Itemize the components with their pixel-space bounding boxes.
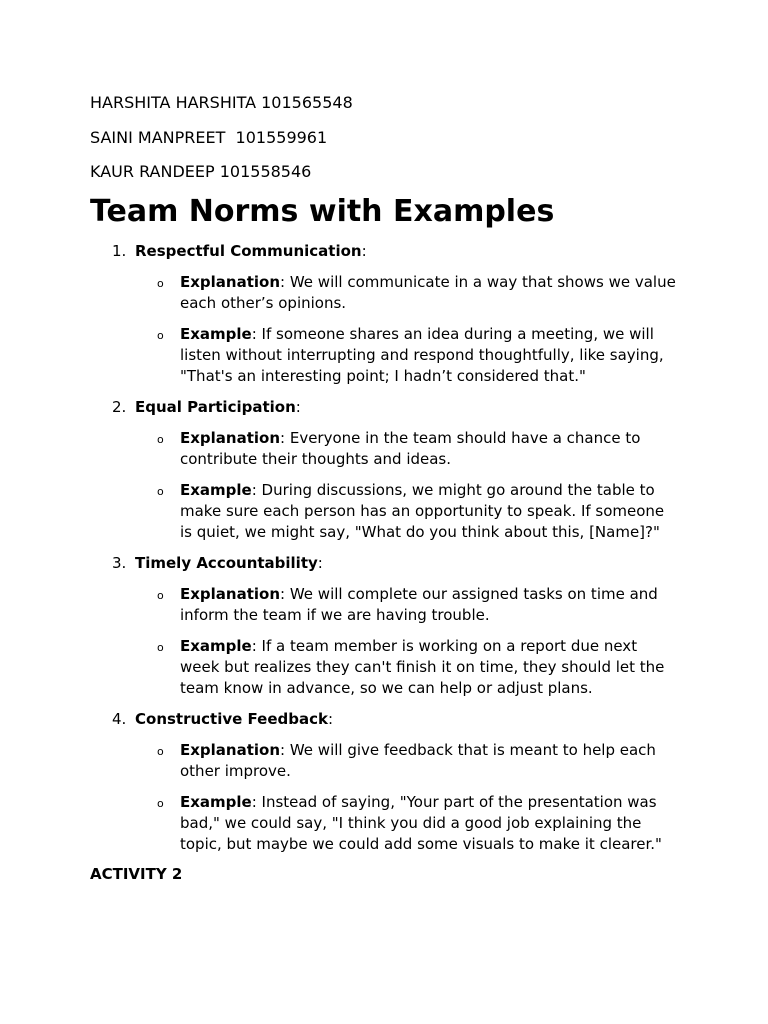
example-text: : If a team member is working on a report due next week but realizes they can't finish it on time, they should let the team know in advance, so we can help or adjust plans. <box>180 636 665 697</box>
explanation-label: Explanation <box>180 428 281 447</box>
norm-colon: : <box>361 241 367 260</box>
norm-item-2 <box>90 397 690 543</box>
norm-title: Respectful Communication <box>135 241 362 260</box>
circle-bullet-icon: o <box>157 796 164 810</box>
example-label: Example <box>180 324 252 343</box>
example-text: : If someone shares an idea during a meeting, we will listen without interrupting and respond thoughtfully, like saying, "That's an interesting point; I hadn’t considered that." <box>180 324 664 385</box>
explanation-item <box>90 584 690 626</box>
norm-number: 3. <box>112 553 127 572</box>
norms-list <box>90 241 690 855</box>
norm-details-list <box>90 428 690 543</box>
example-text: : Instead of saying, "Your part of the presentation was bad," we could say, "I think you did a good job explaining the topic, but maybe we could add some visuals to make it clearer." <box>180 792 662 853</box>
author-line-1: HARSHITA HARSHITA 101565548 <box>90 93 353 112</box>
explanation-item <box>90 740 690 782</box>
norm-heading <box>90 709 690 730</box>
circle-bullet-icon: o <box>157 432 164 446</box>
example-item <box>90 636 690 699</box>
norm-title: Timely Accountability <box>135 553 318 572</box>
explanation-text: : Everyone in the team should have a chance to contribute their thoughts and ideas. <box>180 428 641 468</box>
norm-heading <box>90 397 690 418</box>
circle-bullet-icon: o <box>157 328 164 342</box>
norm-colon: : <box>295 397 301 416</box>
explanation-text: : We will complete our assigned tasks on time and inform the team if we are having trouble. <box>180 584 658 624</box>
explanation-label: Explanation <box>180 272 281 291</box>
author-line-3: KAUR RANDEEP 101558546 <box>90 162 312 181</box>
explanation-text: : We will communicate in a way that shows we value each other’s opinions. <box>180 272 676 312</box>
example-label: Example <box>180 636 252 655</box>
norm-colon: : <box>328 709 334 728</box>
document-title: Team Norms with Examples <box>90 193 555 229</box>
norm-details-list <box>90 740 690 855</box>
activity-heading: ACTIVITY 2 <box>90 864 183 883</box>
example-item <box>90 480 690 543</box>
example-item <box>90 792 690 855</box>
norm-heading <box>90 241 690 262</box>
norm-item-1 <box>90 241 690 387</box>
circle-bullet-icon: o <box>157 640 164 654</box>
norm-number: 1. <box>112 241 127 260</box>
norm-title: Equal Participation <box>135 397 296 416</box>
circle-bullet-icon: o <box>157 484 164 498</box>
norm-title: Constructive Feedback <box>135 709 328 728</box>
explanation-label: Explanation <box>180 584 281 603</box>
norm-item-3 <box>90 553 690 699</box>
circle-bullet-icon: o <box>157 276 164 290</box>
norm-item-4 <box>90 709 690 855</box>
document-page <box>90 92 690 885</box>
norm-details-list <box>90 584 690 699</box>
explanation-text: : We will give feedback that is meant to help each other improve. <box>180 740 656 780</box>
circle-bullet-icon: o <box>157 744 164 758</box>
explanation-label: Explanation <box>180 740 281 759</box>
author-line-2: SAINI MANPREET 101559961 <box>90 127 328 147</box>
example-label: Example <box>180 480 252 499</box>
norm-heading <box>90 553 690 574</box>
circle-bullet-icon: o <box>157 588 164 602</box>
example-label: Example <box>180 792 252 811</box>
explanation-item <box>90 428 690 470</box>
norm-colon: : <box>317 553 323 572</box>
norm-number: 2. <box>112 397 127 416</box>
example-text: : During discussions, we might go around the table to make sure each person has an opportunity to speak. If someone is quiet, we might say, "What do you think about this, [Name]?" <box>180 480 665 541</box>
explanation-item <box>90 272 690 314</box>
norm-details-list <box>90 272 690 387</box>
example-item <box>90 324 690 387</box>
norm-number: 4. <box>112 709 127 728</box>
